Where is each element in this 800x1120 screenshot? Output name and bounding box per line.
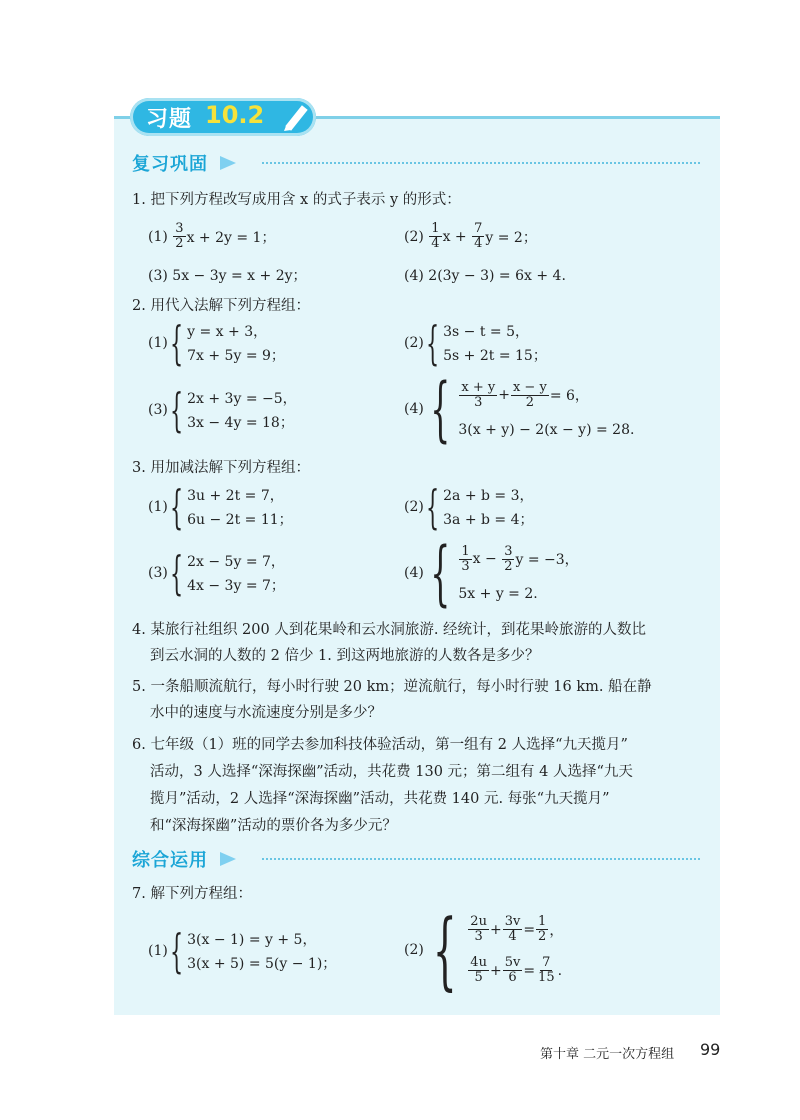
q3-c: (3) { 2x − 5y = 7， 4x − 3y = 7； <box>148 546 285 600</box>
brace-icon: { <box>169 383 184 437</box>
q6-line2: 活动，3 人选择“深海探幽”活动，共花费 130 元；第二组有 4 人选择“九天 <box>150 764 633 780</box>
q1-b: (2) $\frac{1}{4}$ x + $\frac{7}{4}$ y = 2； <box>404 221 537 251</box>
q4-line1: 4. 某旅行社组织 200 人到花果岭和云水洞旅游. 经统计，到花果岭旅游的人数比 <box>132 622 647 638</box>
brace-icon: { <box>425 316 440 370</box>
section-divider <box>262 858 700 860</box>
q1-b-label: (2) <box>404 228 424 245</box>
q2-c: (3) { 2x + 3y = −5， 3x − 4y = 18； <box>148 383 297 437</box>
section-review-label: 复习巩固 <box>132 154 208 175</box>
exercise-number: 10.2 <box>205 101 265 129</box>
q2-d: (4) { $\frac{x + y}{3}$ + $\frac{x - y}{2}$ = 6， 3(x + y) − 2(x − y) = 28. <box>404 368 635 450</box>
q1-prompt: 1. 把下列方程改写成用含 x 的式子表示 y 的形式： <box>132 192 461 208</box>
q3-b: (2) { 2a + b = 3， 3a + b = 4； <box>404 480 534 534</box>
pencil-icon <box>280 100 310 132</box>
q1-c: (3) 5x − 3y = x + 2y； <box>148 268 307 284</box>
q1-a-rest: x + 2y = 1； <box>186 229 276 246</box>
exercise-title: 习题 <box>146 107 193 132</box>
brace-icon: { <box>430 368 451 450</box>
section-divider <box>262 162 700 164</box>
section-apply-label: 综合运用 <box>132 850 208 871</box>
q5-line2: 水中的速度与水流速度分别是多少？ <box>150 705 382 721</box>
q6-line1: 6. 七年级（1）班的同学去参加科技体验活动，第一组有 2 人选择“九天揽月” <box>132 737 628 753</box>
brace-icon: { <box>169 924 184 978</box>
q7-prompt: 7. 解下列方程组： <box>132 886 252 902</box>
q2-a: (1) { y = x + 3， 7x + 5y = 9； <box>148 316 285 370</box>
section-apply <box>132 846 238 872</box>
q5-line1: 5. 一条船顺流航行，每小时行驶 20 km；逆流航行，每小时行驶 16 km. 船在静 <box>132 679 652 695</box>
q1-a <box>148 222 275 251</box>
brace-icon: { <box>430 532 451 614</box>
q1-a-frac: $\frac{3}{2}$ <box>175 221 184 251</box>
q6-line3: 揽月”活动，2 人选择“深海探幽”活动，共花费 140 元. 每张“九天揽月” <box>150 791 610 807</box>
triangle-arrow-icon <box>218 850 238 868</box>
q1-d: (4) 2(3y − 3) = 6x + 4. <box>404 268 566 284</box>
q3-d: (4) { $\frac{1}{3}$ x − $\frac{3}{2}$ y = −3， 5x + y = 2. <box>404 532 579 614</box>
q7-b: (2) { $\frac{2u}{3}$ + $\frac{3v}{4}$ = $\frac{1}{2}$ ， $\frac{4u}{5}$ + $\frac{5v}{6}$ = $\frac{7}{15}$ . <box>404 901 564 999</box>
q7-a: (1) { 3(x − 1) = y + 5， 3(x + 5) = 5(y − 1)； <box>148 924 337 978</box>
q3-a: (1) { 3u + 2t = 7， 6u − 2t = 11； <box>148 480 293 534</box>
triangle-arrow-icon <box>218 154 238 172</box>
q3-prompt: 3. 用加减法解下列方程组： <box>132 460 310 476</box>
brace-icon: { <box>169 480 184 534</box>
q2-b: (2) { 3s − t = 5， 5s + 2t = 15； <box>404 316 547 370</box>
brace-icon: { <box>425 480 440 534</box>
q2-prompt: 2. 用代入法解下列方程组： <box>132 298 310 314</box>
q1-a-label: (1) <box>148 228 168 245</box>
brace-icon: { <box>432 901 457 999</box>
q6-line4: 和“深海探幽”活动的票价各为多少元？ <box>150 818 397 834</box>
footer-chapter: 第十章 二元一次方程组 <box>540 1047 675 1062</box>
brace-icon: { <box>169 546 184 600</box>
brace-icon: { <box>169 316 184 370</box>
section-review <box>132 150 238 176</box>
q4-line2: 到云水洞的人数的 2 倍少 1. 到这两地旅游的人数各是多少？ <box>150 648 540 664</box>
page-number: 99 <box>700 1040 721 1059</box>
